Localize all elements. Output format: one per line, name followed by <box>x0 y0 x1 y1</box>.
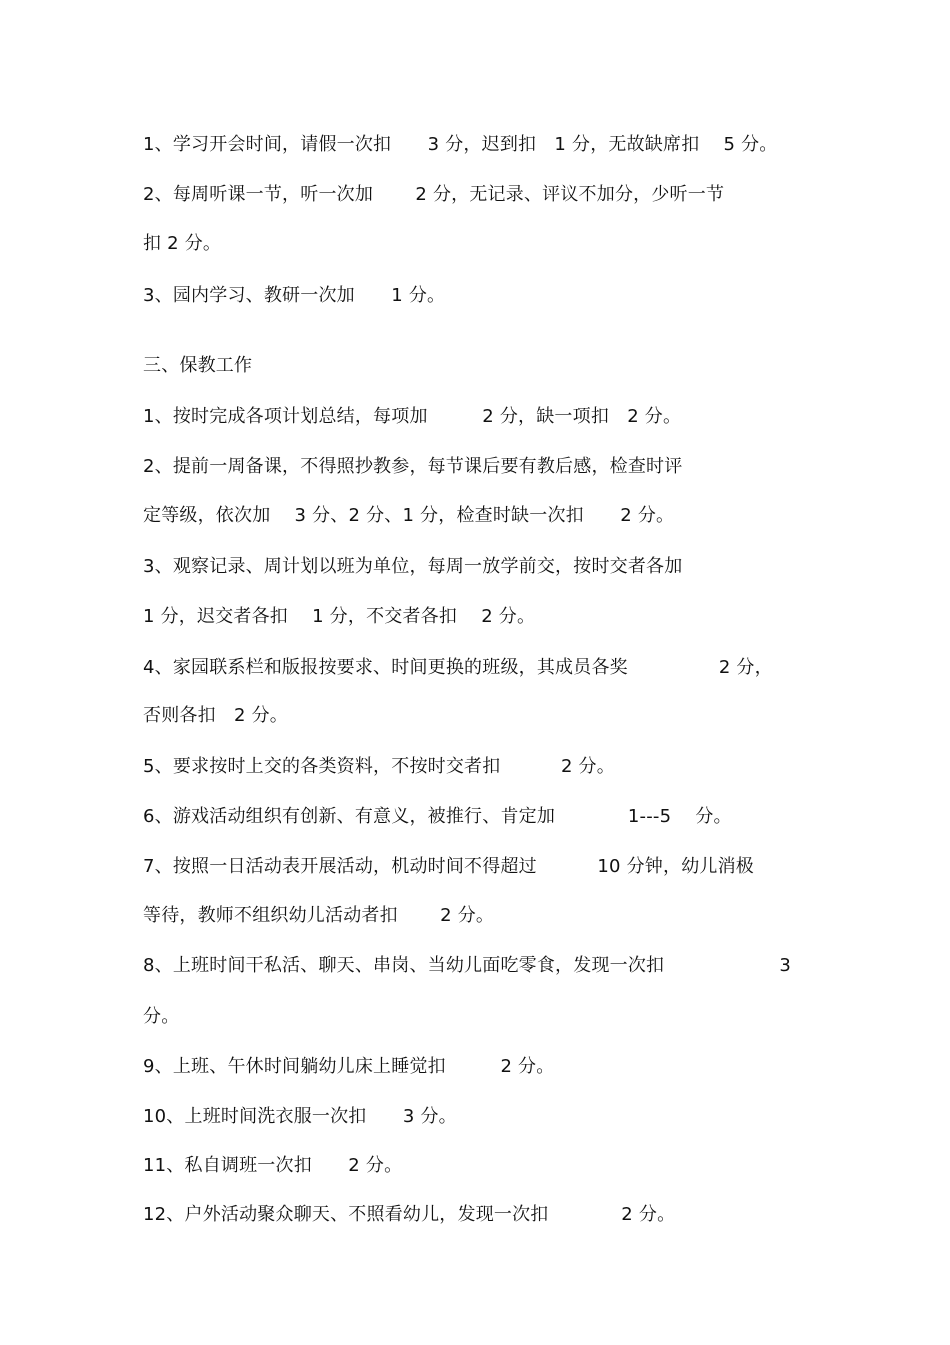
care-rule-5: 5、要求按时上交的各类资料，不按时交者扣 2 分。 <box>143 756 615 777</box>
care-rule-4-line-1: 4、家园联系栏和版报按要求、时间更换的班级，其成员各奖 2 分， <box>143 657 773 678</box>
section-heading: 三、保教工作 <box>143 355 253 376</box>
care-rule-2-line-1: 2、提前一周备课，不得照抄教参，每节课后要有教后感，检查时评 <box>143 456 683 477</box>
care-rule-8-line-2: 分。 <box>143 1006 180 1027</box>
care-rule-9: 9、上班、午休时间躺幼儿床上睡觉扣 2 分。 <box>143 1056 555 1077</box>
care-rule-2-line-2: 定等级，依次加 3 分、2 分、1 分，检查时缺一次扣 2 分。 <box>143 505 675 526</box>
study-rule-3: 3、园内学习、教研一次加 1 分。 <box>143 285 446 306</box>
care-rule-10: 10、上班时间洗衣服一次扣 3 分。 <box>143 1106 457 1127</box>
care-rule-6: 6、游戏活动组织有创新、有意义，被推行、肯定加 1---5 分。 <box>143 806 732 827</box>
care-rule-7-line-1: 7、按照一日活动表开展活动，机动时间不得超过 10 分钟，幼儿消极 <box>143 856 754 877</box>
care-rule-7-line-2: 等待，教师不组织幼儿活动者扣 2 分。 <box>143 905 495 926</box>
care-rule-1: 1、按时完成各项计划总结，每项加 2 分，缺一项扣 2 分。 <box>143 406 682 427</box>
study-rule-2-line-1: 2、每周听课一节，听一次加 2 分，无记录、评议不加分，少听一节 <box>143 184 725 205</box>
study-rule-1: 1、学习开会时间，请假一次扣 3 分，迟到扣 1 分，无故缺席扣 5 分。 <box>143 134 778 155</box>
care-rule-12: 12、户外活动聚众聊天、不照看幼儿，发现一次扣 2 分。 <box>143 1204 676 1225</box>
study-rule-2-line-2: 扣 2 分。 <box>143 233 222 254</box>
care-rule-4-line-2: 否则各扣 2 分。 <box>143 705 288 726</box>
care-rule-3-line-1: 3、观察记录、周计划以班为单位，每周一放学前交，按时交者各加 <box>143 556 683 577</box>
care-rule-3-line-2: 1 分，迟交者各扣 1 分，不交者各扣 2 分。 <box>143 606 536 627</box>
care-rule-8-line-1: 8、上班时间干私活、聊天、串岗、当幼儿面吃零食，发现一次扣 3 <box>143 955 792 976</box>
care-rule-11: 11、私自调班一次扣 2 分。 <box>143 1155 403 1176</box>
